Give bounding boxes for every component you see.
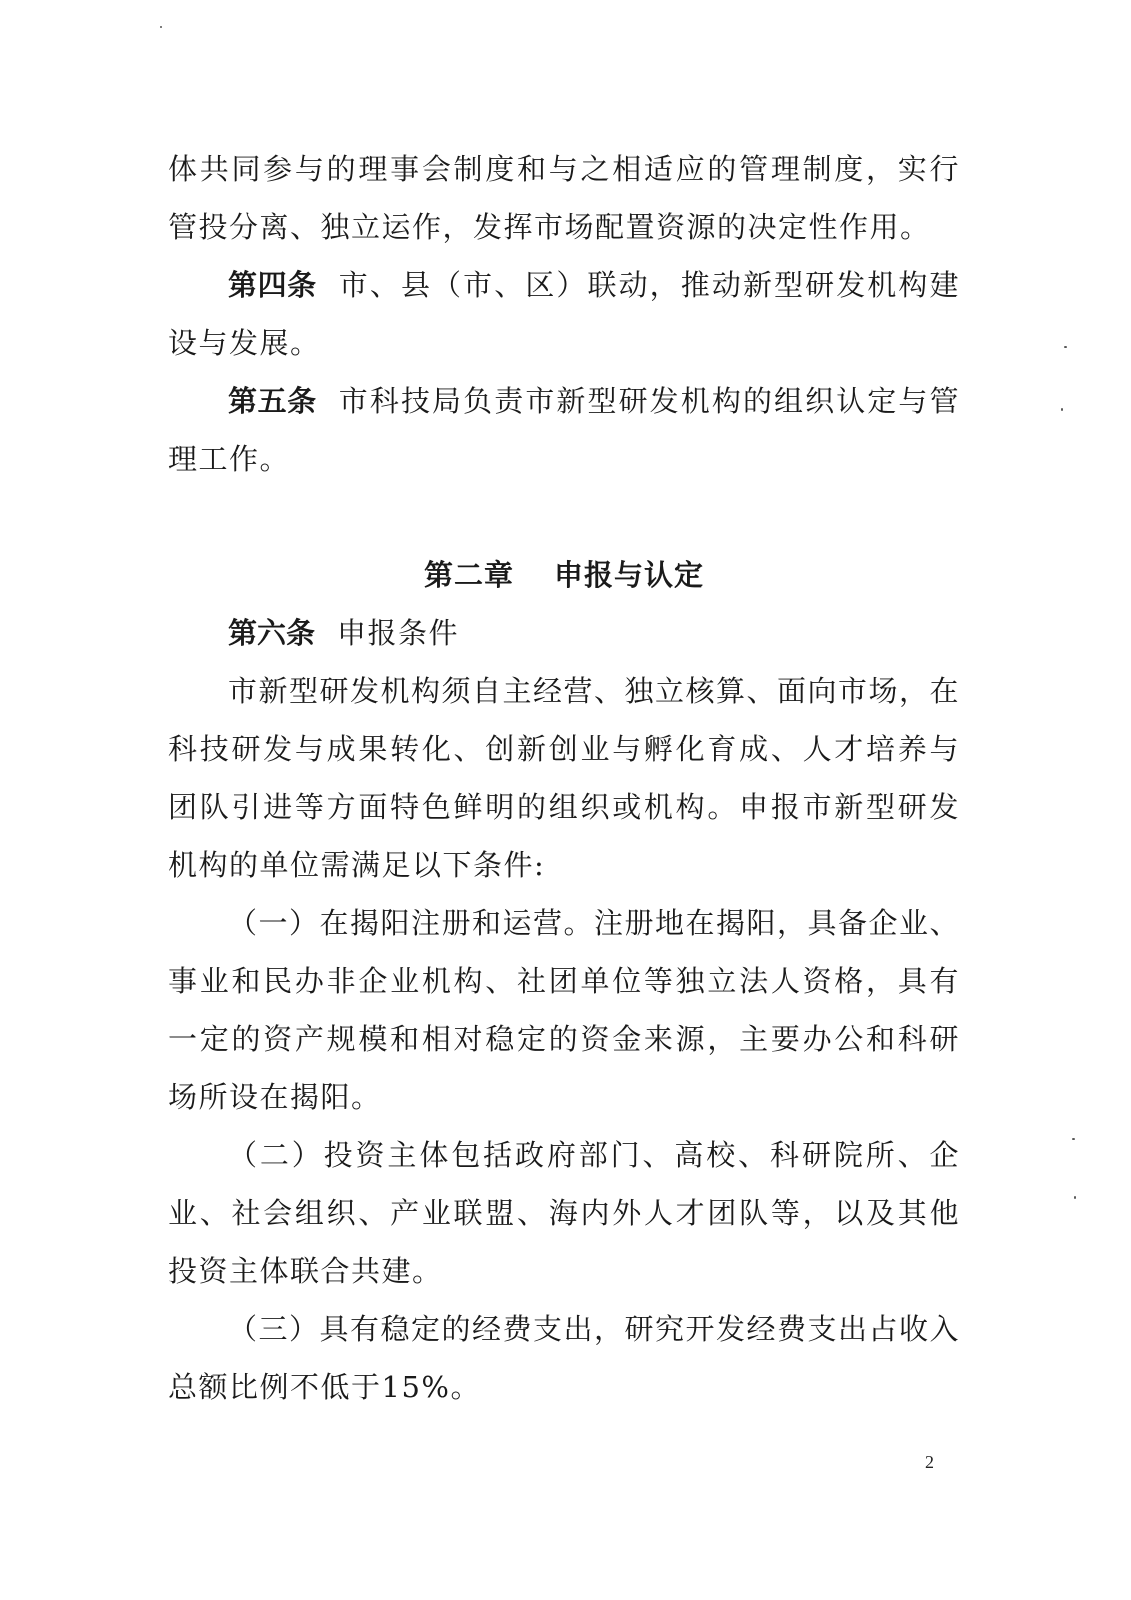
paragraph-text: 市新型研发机构须自主经营、独立核算、面向市场，在科技研发与成果转化、创新创业与孵化育成、人才培养与团队引进等方面特色鲜明的组织或机构。申报市新型研发机构的单位需满足以下条件: — [168, 674, 961, 882]
scan-speck — [1064, 346, 1067, 348]
scan-speck — [160, 26, 162, 28]
article-6 — [168, 604, 960, 662]
page-number: 2 — [925, 1452, 934, 1472]
condition-2 — [168, 1126, 960, 1300]
article-text: 市科技局负责市新型研发机构的组织认定与管理工作。 — [168, 384, 960, 476]
scan-speck — [1072, 1138, 1075, 1140]
paragraph-text: 体共同参与的理事会制度和与之相适应的管理制度，实行管投分离、独立运作，发挥市场配置资源的决定性作用。 — [168, 152, 960, 244]
article-text: 申报条件 — [337, 616, 460, 650]
paragraph-continuation — [168, 140, 960, 256]
chapter-heading — [168, 546, 960, 604]
chapter-label: 第二章 — [423, 558, 514, 592]
scan-speck — [1074, 1196, 1076, 1199]
condition-1 — [168, 894, 960, 1126]
paragraph-text: （二）投资主体包括政府部门、高校、科研院所、企业、社会组织、产业联盟、海内外人才团队等，以及其他投资主体联合共建。 — [168, 1138, 960, 1288]
article-label: 第四条 — [228, 268, 317, 302]
article-label: 第六条 — [228, 616, 316, 650]
paragraph-text: （三）具有稳定的经费支出，研究开发经费支出占收入总额比例不低于15%。 — [168, 1312, 961, 1404]
paragraph-body — [168, 662, 960, 894]
document-body — [168, 140, 960, 1416]
article-label: 第五条 — [228, 384, 317, 418]
paragraph-text: （一）在揭阳注册和运营。注册地在揭阳，具备企业、事业和民办非企业机构、社团单位等独立法人资格，具有一定的资产规模和相对稳定的资金来源，主要办公和科研场所设在揭阳。 — [168, 906, 961, 1114]
scan-speck — [1061, 408, 1063, 411]
article-5 — [168, 372, 960, 488]
condition-3 — [168, 1300, 960, 1416]
article-text: 市、县（市、区）联动，推动新型研发机构建设与发展。 — [168, 268, 960, 360]
chapter-title: 申报与认定 — [554, 558, 705, 592]
article-4 — [168, 256, 960, 372]
